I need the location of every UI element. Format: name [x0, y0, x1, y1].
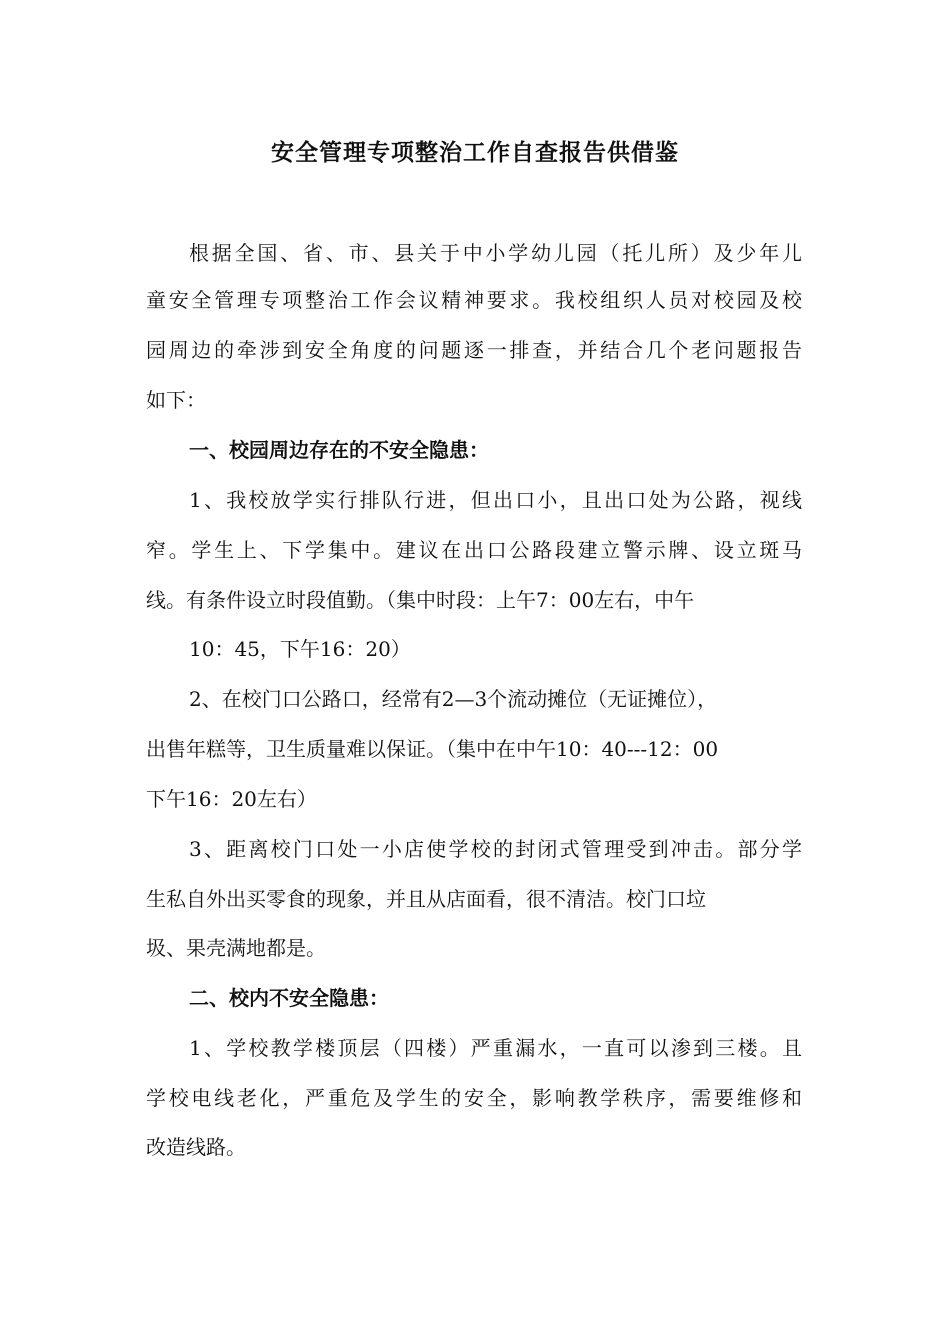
section-1-item-2-line-2: 出售年糕等，卫生质量难以保证。（集中在中午10：40---12：00 [146, 737, 719, 761]
section-1-item-2-line-3: 下午16：20左右） [146, 787, 317, 811]
intro-line-2: 童安全管理专项整治工作会议精神要求。我校组织人员对校园及校 [146, 288, 802, 312]
section-1-item-1-line-1: 1、我校放学实行排队行进，但出口小，且出口处为公路，视线 [189, 488, 802, 512]
section-1-item-3-line-3: 圾、果壳满地都是。 [146, 936, 326, 960]
section-1-heading: 一、校园周边存在的不安全隐患： [189, 438, 489, 462]
document-title: 安全管理专项整治工作自查报告供借鉴 [271, 140, 679, 166]
section-1-item-3-line-1: 3、距离校门口处一小店使学校的封闭式管理受到冲击。部分学 [189, 837, 802, 861]
section-2-item-1-line-1: 1、学校教学楼顶层（四楼）严重漏水，一直可以渗到三楼。且 [189, 1036, 802, 1060]
section-1-item-1-line-3: 线。有条件设立时段值勤。（集中时段：上午7：00左右，中午 [146, 588, 695, 612]
section-1-item-3-line-2: 生私自外出买零食的现象，并且从店面看，很不清洁。校门口垃 [146, 887, 706, 911]
section-1-item-2-line-1: 2、在校门口公路口，经常有2—3个流动摊位（无证摊位）， [189, 687, 718, 711]
section-1-item-1-line-4: 10：45，下午16：20） [189, 637, 411, 661]
section-2-heading: 二、校内不安全隐患： [189, 986, 389, 1010]
section-2-item-1-line-2: 学校电线老化，严重危及学生的安全，影响教学秩序，需要维修和 [146, 1086, 802, 1110]
intro-line-4: 如下： [146, 388, 206, 412]
intro-line-3: 园周边的牵涉到安全角度的问题逐一排查，并结合几个老问题报告 [146, 338, 802, 362]
section-1-item-1-line-2: 窄。学生上、下学集中。建议在出口公路段建立警示牌、设立斑马 [146, 538, 802, 562]
intro-line-1: 根据全国、省、市、县关于中小学幼儿园（托儿所）及少年儿 [189, 241, 802, 265]
section-2-item-1-line-3: 改造线路。 [146, 1135, 246, 1159]
